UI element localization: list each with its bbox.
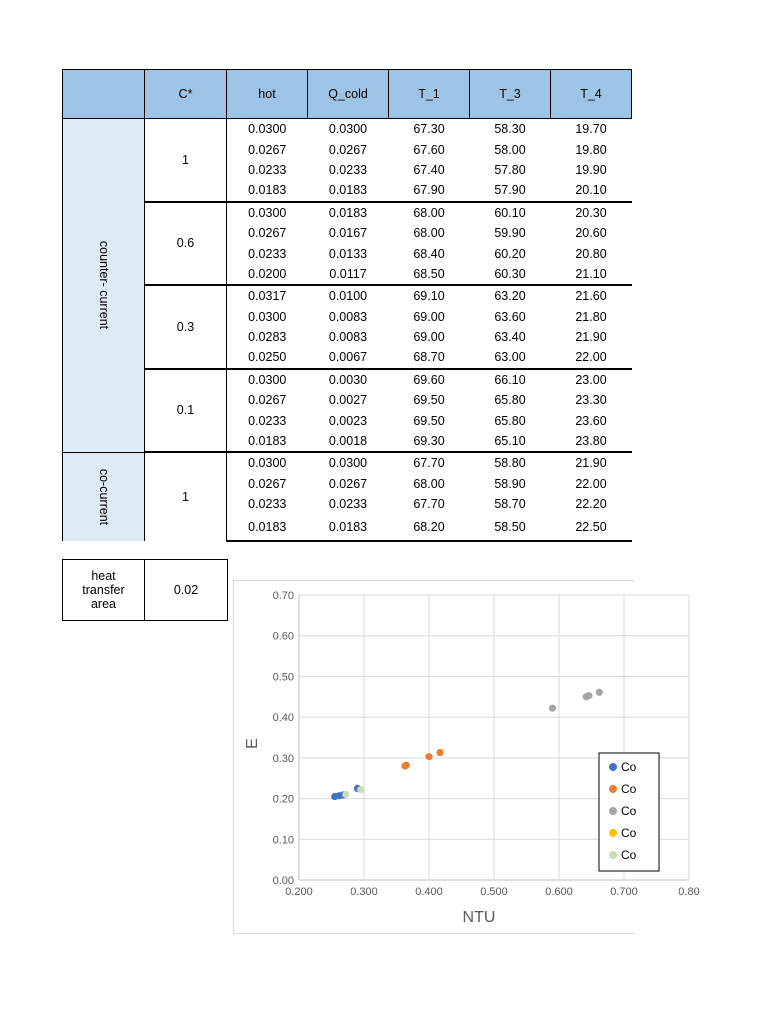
table-cell: 0.0027 bbox=[328, 393, 368, 408]
table-cell: 0.0233 bbox=[248, 162, 287, 177]
table-cell: 22.00 bbox=[575, 350, 607, 365]
scatter-chart bbox=[233, 580, 700, 934]
table-cell: 65.80 bbox=[494, 413, 526, 428]
y-tick-label: 0.10 bbox=[272, 834, 294, 847]
table-cell: 21.10 bbox=[575, 266, 607, 281]
table-cell: 22.00 bbox=[575, 476, 607, 491]
table-cell: 67.70 bbox=[413, 497, 445, 512]
table-cell: 63.20 bbox=[470, 285, 551, 306]
data-point bbox=[342, 791, 349, 798]
table-cell: 67.70 bbox=[389, 452, 470, 473]
table-cell: 0.0183 bbox=[227, 514, 308, 541]
table-cell: 68.00 bbox=[413, 476, 445, 491]
table-cell: 69.00 bbox=[413, 309, 445, 324]
data-point bbox=[425, 753, 432, 760]
legend-marker bbox=[609, 829, 617, 837]
table-cell: 68.40 bbox=[413, 246, 445, 261]
area-label bbox=[63, 560, 145, 621]
table-cell: 23.60 bbox=[575, 413, 607, 428]
legend-entry: Co bbox=[621, 826, 637, 840]
table-cell: 21.60 bbox=[551, 285, 632, 306]
table-cell: 21.90 bbox=[575, 330, 607, 345]
cstar-cell: 0.6 bbox=[145, 202, 227, 286]
table-row bbox=[63, 119, 632, 140]
table-cell: 22.50 bbox=[551, 514, 632, 541]
table-cell: 22.20 bbox=[575, 497, 607, 512]
table-cell: 58.80 bbox=[470, 452, 551, 473]
table-cell: 69.60 bbox=[389, 369, 470, 390]
table-cell: 0.0267 bbox=[248, 226, 287, 241]
cstar-cell: 0.3 bbox=[145, 285, 227, 369]
table-cell: 0.0283 bbox=[248, 330, 287, 345]
header-cell-t1: T_1 bbox=[389, 70, 470, 119]
table-cell: 0.0300 bbox=[308, 452, 389, 473]
mode-co-current bbox=[63, 452, 145, 541]
table-cell: 23.30 bbox=[575, 393, 607, 408]
header-cell-t3: T_3 bbox=[470, 70, 551, 119]
data-point bbox=[549, 705, 556, 712]
y-tick-label: 0.50 bbox=[272, 671, 294, 684]
table-cell: 0.0183 bbox=[308, 202, 389, 223]
area-value: 0.02 bbox=[145, 560, 228, 621]
table-cell: 0.0300 bbox=[248, 122, 287, 137]
table-body bbox=[63, 119, 632, 542]
table-cell: 20.80 bbox=[575, 246, 607, 261]
table-cell: 68.50 bbox=[413, 266, 445, 281]
table-cell: 65.80 bbox=[494, 393, 526, 408]
table-cell: 59.90 bbox=[494, 226, 526, 241]
table-cell: 0.0233 bbox=[248, 246, 287, 261]
table-cell: 58.50 bbox=[470, 514, 551, 541]
table-cell: 67.90 bbox=[413, 183, 445, 198]
table-cell: 58.90 bbox=[494, 476, 526, 491]
table-cell: 19.80 bbox=[575, 142, 607, 157]
table-cell: 66.10 bbox=[470, 369, 551, 390]
table-cell: 0.0267 bbox=[248, 393, 287, 408]
mode-label: counter- current bbox=[96, 241, 111, 330]
table-cell: 0.0267 bbox=[328, 476, 368, 491]
table-cell: 63.40 bbox=[494, 330, 526, 345]
table-row bbox=[63, 285, 632, 306]
data-point bbox=[436, 749, 443, 756]
table-cell: 0.0023 bbox=[328, 413, 368, 428]
x-tick-label: 0.200 bbox=[285, 886, 313, 898]
legend-marker bbox=[609, 807, 617, 815]
table-cell: 19.90 bbox=[575, 162, 607, 177]
legend-entry: Co bbox=[621, 760, 637, 774]
table-cell: 60.10 bbox=[470, 202, 551, 223]
legend-marker bbox=[609, 785, 617, 793]
table-cell: 0.0300 bbox=[328, 122, 368, 137]
table-cell: 0.0083 bbox=[328, 309, 368, 324]
table-cell: 0.0067 bbox=[328, 350, 368, 365]
header-cell-hot: hot bbox=[227, 70, 308, 119]
table-cell: 0.0083 bbox=[328, 330, 368, 345]
table-cell: 0.0267 bbox=[248, 142, 287, 157]
table-cell: 69.10 bbox=[389, 285, 470, 306]
x-axis-title: NTU bbox=[462, 909, 496, 926]
table-cell: 0.0030 bbox=[308, 369, 389, 390]
cstar-cell: 0.1 bbox=[145, 369, 227, 453]
table-cell: 68.70 bbox=[413, 350, 445, 365]
y-tick-label: 0.40 bbox=[272, 712, 294, 725]
legend-entry: Co bbox=[621, 782, 637, 796]
y-tick-label: 0.00 bbox=[272, 875, 294, 887]
table-cell: 20.30 bbox=[551, 202, 632, 223]
legend-marker bbox=[609, 851, 617, 859]
table-cell: 58.30 bbox=[494, 122, 526, 137]
table-cell: 19.70 bbox=[575, 122, 607, 137]
y-tick-label: 0.30 bbox=[272, 752, 294, 765]
table-cell: 0.0167 bbox=[328, 226, 368, 241]
legend-entry: Co bbox=[621, 848, 637, 862]
table-cell: 0.0233 bbox=[328, 497, 368, 512]
table-cell: 0.0250 bbox=[248, 350, 287, 365]
table-cell: 67.30 bbox=[413, 122, 445, 137]
table-cell: 0.0133 bbox=[328, 246, 368, 261]
table-cell: 0.0300 bbox=[227, 452, 308, 473]
table-cell: 0.0233 bbox=[248, 497, 287, 512]
table-cell: 21.90 bbox=[551, 452, 632, 473]
table-cell: 65.10 bbox=[494, 434, 526, 449]
data-point bbox=[357, 786, 364, 793]
cstar-cell: 1 bbox=[145, 119, 227, 202]
x-tick-label: 0.400 bbox=[415, 886, 443, 898]
y-tick-label: 0.60 bbox=[272, 630, 294, 643]
table-cell: 20.60 bbox=[575, 226, 607, 241]
data-point bbox=[403, 762, 410, 769]
x-tick-label: 0.700 bbox=[610, 886, 638, 898]
table-cell: 69.30 bbox=[413, 434, 445, 449]
table-row bbox=[63, 452, 632, 473]
header-row bbox=[63, 70, 632, 119]
table-cell: 67.40 bbox=[413, 162, 445, 177]
y-axis-title: E bbox=[244, 738, 261, 749]
table-cell: 0.0300 bbox=[248, 309, 287, 324]
y-tick-label: 0.70 bbox=[272, 590, 294, 602]
y-tick-label: 0.20 bbox=[272, 793, 294, 806]
header-cell-cstar: C* bbox=[145, 70, 227, 119]
table-row bbox=[63, 202, 632, 223]
table-cell: 58.00 bbox=[494, 142, 526, 157]
heat-transfer-area-box bbox=[62, 559, 228, 621]
table-cell: 0.0267 bbox=[248, 476, 287, 491]
x-tick-label: 0.80 bbox=[678, 886, 700, 898]
table-cell: 0.0183 bbox=[308, 514, 389, 541]
legend-entry: Co bbox=[621, 804, 637, 818]
x-tick-label: 0.600 bbox=[545, 886, 573, 898]
table-cell: 60.20 bbox=[494, 246, 526, 261]
header-cell-t4: T_4 bbox=[551, 70, 632, 119]
table-cell: 0.0300 bbox=[227, 202, 308, 223]
mode-label: co-current bbox=[96, 468, 111, 526]
table-cell: 63.60 bbox=[494, 309, 526, 324]
data-point bbox=[585, 692, 592, 699]
table-cell: 0.0100 bbox=[308, 285, 389, 306]
cstar-cell: 1 bbox=[145, 452, 227, 541]
header-cell-qcold: Q_cold bbox=[308, 70, 389, 119]
table-cell: 57.80 bbox=[494, 162, 526, 177]
table-cell: 0.0300 bbox=[227, 369, 308, 390]
mode-counter-current bbox=[63, 119, 145, 453]
data-table bbox=[62, 69, 632, 542]
table-cell: 60.30 bbox=[494, 266, 526, 281]
table-cell: 63.00 bbox=[494, 350, 526, 365]
table-cell: 68.00 bbox=[413, 226, 445, 241]
table-cell: 21.80 bbox=[575, 309, 607, 324]
table-cell: 23.00 bbox=[551, 369, 632, 390]
table-cell: 23.80 bbox=[575, 434, 607, 449]
table-cell: 69.50 bbox=[413, 413, 445, 428]
table-row bbox=[63, 369, 632, 390]
table-cell: 69.00 bbox=[413, 330, 445, 345]
table-cell: 0.0200 bbox=[248, 266, 287, 281]
table-cell: 0.0018 bbox=[328, 434, 368, 449]
chart-svg bbox=[234, 581, 700, 933]
x-tick-label: 0.500 bbox=[480, 886, 508, 898]
table-cell: 0.0267 bbox=[328, 142, 368, 157]
table-cell: 69.50 bbox=[413, 393, 445, 408]
table-cell: 57.90 bbox=[494, 183, 526, 198]
area-label-text: heat transfer area bbox=[82, 569, 125, 611]
table-cell: 0.0233 bbox=[248, 413, 287, 428]
header-cell-mode bbox=[63, 70, 145, 119]
table-cell: 58.70 bbox=[494, 497, 526, 512]
table-cell: 0.0317 bbox=[227, 285, 308, 306]
table-cell: 0.0183 bbox=[248, 434, 287, 449]
table-cell: 0.0183 bbox=[248, 183, 287, 198]
legend-marker bbox=[609, 763, 617, 771]
table-cell: 0.0117 bbox=[329, 266, 367, 281]
table-cell: 20.10 bbox=[575, 183, 607, 198]
table-cell: 0.0183 bbox=[328, 183, 368, 198]
data-point bbox=[596, 689, 603, 696]
table-cell: 68.00 bbox=[389, 202, 470, 223]
table-cell: 67.60 bbox=[413, 142, 445, 157]
x-tick-label: 0.300 bbox=[350, 886, 378, 898]
table-cell: 68.20 bbox=[389, 514, 470, 541]
table-cell: 0.0233 bbox=[328, 162, 368, 177]
